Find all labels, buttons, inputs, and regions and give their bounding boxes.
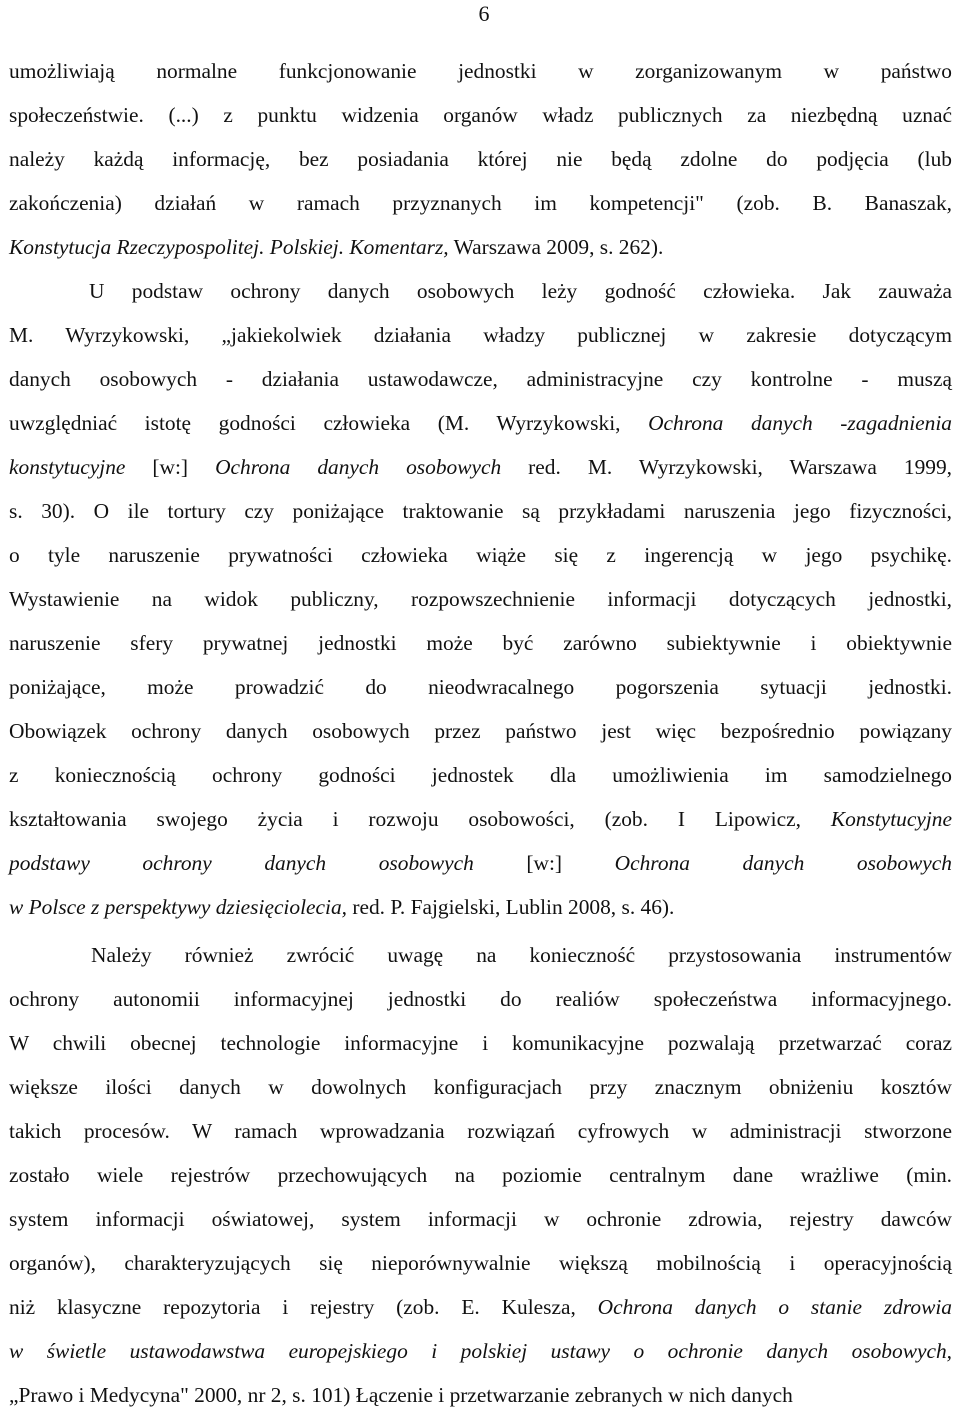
text-segment: U podstaw ochrony danych osobowych leży godność człowieka. Jak zauważa bbox=[89, 279, 952, 303]
text-line bbox=[9, 628, 952, 658]
text-segment: [w:] bbox=[125, 455, 216, 479]
text-segment: poniżające, może prowadzić do nieodwracalnego pogorszenia sytuacji jednostki. bbox=[9, 675, 952, 699]
text-line bbox=[9, 1160, 952, 1190]
text-line bbox=[9, 408, 952, 438]
text-segment: M. Wyrzykowski, „jakiekolwiek działania władzy publicznej w zakresie dotyczącym bbox=[9, 323, 952, 347]
text-line bbox=[9, 848, 952, 878]
text-segment: Należy również zwrócić uwagę na konieczność przystosowania instrumentów bbox=[91, 943, 952, 967]
text-segment: danych osobowych - działania ustawodawcze, administracyjne czy kontrolne - muszą bbox=[9, 367, 952, 391]
text-segment: Obowiązek ochrony danych osobowych przez państwo jest więc bezpośrednio powiązany bbox=[9, 719, 952, 743]
italic-text-segment: w Polsce z perspektywy dziesięciolecia, bbox=[9, 895, 347, 919]
text-segment: Warszawa 2009, s. 262). bbox=[448, 235, 664, 259]
text-line bbox=[9, 892, 952, 922]
text-line bbox=[9, 1292, 952, 1322]
text-segment: z koniecznością ochrony godności jednostek dla umożliwienia im samodzielnego bbox=[9, 763, 952, 787]
text-line bbox=[9, 1116, 952, 1146]
text-line bbox=[9, 584, 952, 614]
text-segment: red. M. Wyrzykowski, Warszawa 1999, bbox=[501, 455, 953, 479]
text-segment: organów), charakteryzujących się nieporównywalnie większą mobilnością i operacyjnością bbox=[9, 1251, 952, 1275]
text-line bbox=[89, 276, 952, 306]
text-segment: należy każdą informację, bez posiadania której nie będą zdolne do podjęcia (lub bbox=[9, 147, 952, 171]
text-line bbox=[9, 56, 952, 86]
text-line bbox=[9, 672, 952, 702]
italic-text-segment: w świetle ustawodawstwa europejskiego i polskiej ustawy o ochronie danych osobowych, bbox=[9, 1339, 952, 1363]
text-line bbox=[9, 232, 952, 262]
text-segment: takich procesów. W ramach wprowadzania rozwiązań cyfrowych w administracji stworzone bbox=[9, 1119, 952, 1143]
text-line bbox=[9, 1028, 952, 1058]
text-line bbox=[9, 716, 952, 746]
text-segment: [w:] bbox=[473, 851, 615, 875]
text-line bbox=[9, 496, 952, 526]
italic-text-segment: Ochrona danych o stanie zdrowia bbox=[597, 1295, 952, 1319]
italic-text-segment: konstytucyjne bbox=[9, 455, 126, 479]
text-line bbox=[9, 760, 952, 790]
page-number: 6 bbox=[478, 1, 490, 26]
text-line bbox=[9, 540, 952, 570]
text-segment: umożliwiają normalne funkcjonowanie jednostki w zorganizowanym w państwo bbox=[9, 59, 952, 83]
text-segment: uwzględniać istotę godności człowieka (M. Wyrzykowski, bbox=[9, 411, 649, 435]
text-line bbox=[9, 364, 952, 394]
italic-text-segment: podstawy ochrony danych osobowych bbox=[9, 851, 474, 875]
text-line bbox=[9, 320, 952, 350]
text-segment: ochrony autonomii informacyjnej jednostki do realiów społeczeństwa informacyjnego. bbox=[9, 987, 952, 1011]
text-line bbox=[9, 144, 952, 174]
text-line bbox=[9, 984, 952, 1014]
text-segment: o tyle naruszenie prywatności człowieka wiąże się z ingerencją w jego psychikę. bbox=[9, 543, 952, 567]
text-line bbox=[9, 804, 952, 834]
text-line bbox=[9, 1072, 952, 1102]
text-segment: zakończenia) działań w ramach przyznanych im kompetencji" (zob. B. Banaszak, bbox=[9, 191, 952, 215]
text-segment: kształtowania swojego życia i rozwoju osobowości, (zob. I Lipowicz, bbox=[9, 807, 831, 831]
italic-text-segment: Ochrona danych osobowych bbox=[614, 851, 952, 875]
italic-text-segment: Ochrona danych osobowych bbox=[215, 455, 502, 479]
text-line bbox=[9, 188, 952, 218]
text-segment: zostało wiele rejestrów przechowujących na poziomie centralnym dane wrażliwe (min. bbox=[9, 1163, 952, 1187]
text-line bbox=[9, 1204, 952, 1234]
text-line bbox=[9, 100, 952, 130]
text-line bbox=[91, 940, 952, 970]
text-line bbox=[9, 1380, 952, 1410]
text-line bbox=[9, 1248, 952, 1278]
text-segment: W chwili obecnej technologie informacyjne i komunikacyjne pozwalają przetwarzać coraz bbox=[9, 1031, 952, 1055]
text-segment: społeczeństwie. (...) z punktu widzenia organów władz publicznych za niezbędną uznać bbox=[9, 103, 952, 127]
text-segment: niż klasyczne repozytoria i rejestry (zob. E. Kulesza, bbox=[9, 1295, 598, 1319]
text-segment: naruszenie sfery prywatnej jednostki może być zarówno subiektywnie i obiektywnie bbox=[9, 631, 952, 655]
text-line bbox=[9, 1336, 952, 1366]
italic-text-segment: Konstytucyjne bbox=[830, 807, 952, 831]
italic-text-segment: Konstytucja Rzeczypospolitej. Polskiej. Komentarz, bbox=[9, 235, 449, 259]
text-segment: s. 30). O ile tortury czy poniżające traktowanie są przykładami naruszenia jego fizyczności, bbox=[9, 499, 952, 523]
text-line bbox=[9, 452, 952, 482]
text-segment: red. P. Fajgielski, Lublin 2008, s. 46). bbox=[347, 895, 675, 919]
text-segment: „Prawo i Medycyna" 2000, nr 2, s. 101) Łączenie i przetwarzanie zebranych w nich danych bbox=[9, 1383, 793, 1407]
text-segment: system informacji oświatowej, system informacji w ochronie zdrowia, rejestry dawców bbox=[9, 1207, 952, 1231]
text-segment: większe ilości danych w dowolnych konfiguracjach przy znacznym obniżeniu kosztów bbox=[9, 1075, 952, 1099]
text-segment: Wystawienie na widok publiczny, rozpowszechnienie informacji dotyczących jednostki, bbox=[9, 587, 952, 611]
italic-text-segment: Ochrona danych -zagadnienia bbox=[648, 411, 952, 435]
